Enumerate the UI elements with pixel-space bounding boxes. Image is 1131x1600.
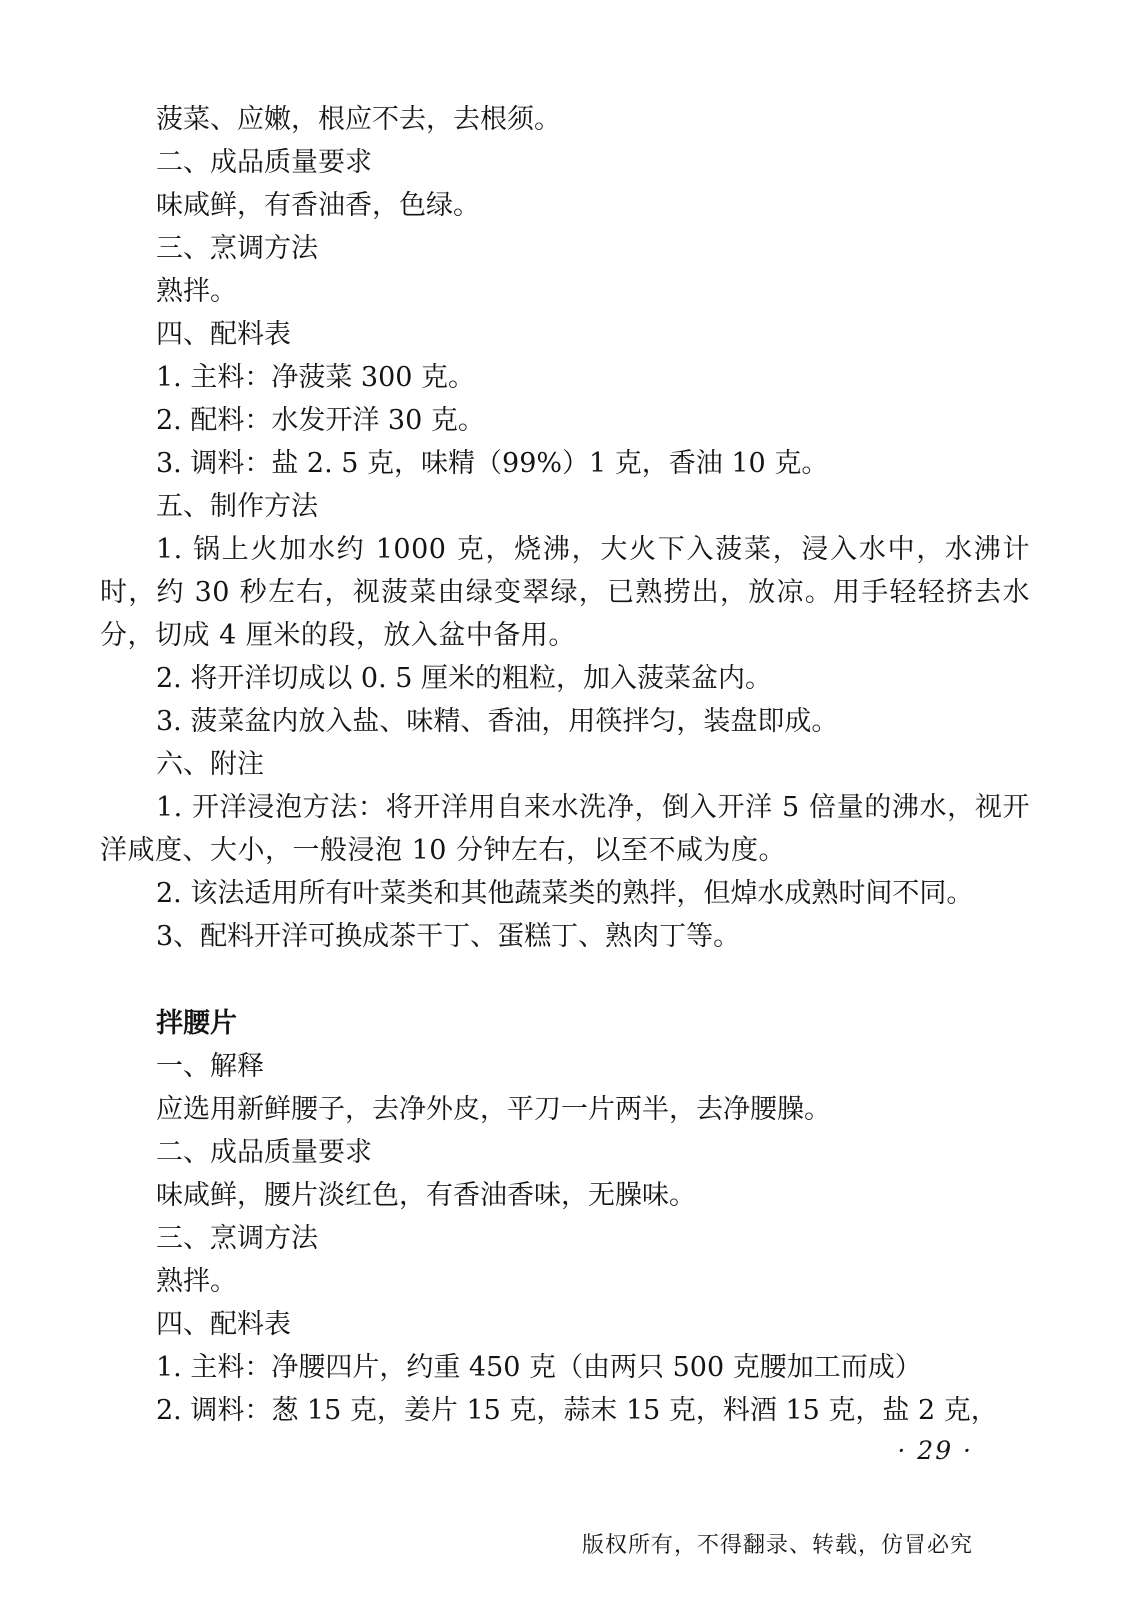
method-step-3: 3. 菠菜盆内放入盐、味精、香油，用筷拌匀，装盘即成。: [156, 706, 839, 737]
ingredient-line: 2. 调料：葱 15 克，姜片 15 克，蒜末 15 克，料酒 15 克，盐 2 克，: [156, 1395, 998, 1426]
note-3: 3、配料开洋可换成茶干丁、蛋糕丁、熟肉丁等。: [156, 921, 741, 952]
page-body: [100, 98, 1030, 1432]
section-heading: 四、配料表: [156, 319, 291, 350]
text-line: 熟拌。: [156, 1266, 237, 1297]
note-1: 1. 开洋浸泡方法：将开洋用自来水洗净，倒入开洋 5 倍量的沸水，视开洋咸度、大小，一般浸泡 10 分钟左右，以至不咸为度。: [100, 792, 1030, 866]
section-heading: 二、成品质量要求: [156, 147, 372, 178]
section-heading: 三、烹调方法: [156, 233, 318, 264]
text-line: 菠菜、应嫩，根应不去，去根须。: [156, 104, 561, 135]
section-heading: 五、制作方法: [156, 491, 318, 522]
method-step-1: 1. 锅上火加水约 1000 克，烧沸，大火下入菠菜，浸入水中，水沸计时，约 30 秒左右，视菠菜由绿变翠绿，已熟捞出，放凉。用手轻轻挤去水分，切成 4 厘米的段，放入盆中备用。: [100, 534, 1030, 651]
text-line: 味咸鲜，有香油香，色绿。: [156, 190, 480, 221]
recipe-title: 拌腰片: [156, 1008, 237, 1039]
section-heading: 四、配料表: [156, 1309, 291, 1340]
text-line: 熟拌。: [156, 276, 237, 307]
ingredient-line: 1. 主料：净腰四片，约重 450 克（由两只 500 克腰加工而成）: [156, 1352, 922, 1383]
note-2: 2. 该法适用所有叶菜类和其他蔬菜类的熟拌，但焯水成熟时间不同。: [156, 878, 974, 909]
ingredient-line: 3. 调料：盐 2. 5 克，味精（99%）1 克，香油 10 克。: [156, 448, 829, 479]
section-heading: 六、附注: [156, 749, 264, 780]
page-number: · 29 ·: [897, 1436, 973, 1465]
method-step-2: 2. 将开洋切成以 0. 5 厘米的粗粒，加入菠菜盆内。: [156, 663, 773, 694]
text-line: 味咸鲜，腰片淡红色，有香油香味，无臊味。: [156, 1180, 696, 1211]
section-heading: 二、成品质量要求: [156, 1137, 372, 1168]
section-heading: 三、烹调方法: [156, 1223, 318, 1254]
text-line: 应选用新鲜腰子，去净外皮，平刀一片两半，去净腰臊。: [156, 1094, 831, 1125]
ingredient-line: 1. 主料：净菠菜 300 克。: [156, 362, 476, 393]
section-heading: 一、解释: [156, 1051, 264, 1082]
ingredient-line: 2. 配料：水发开洋 30 克。: [156, 405, 485, 436]
copyright-notice: 版权所有，不得翻录、转载，仿冒必究: [581, 1533, 973, 1558]
